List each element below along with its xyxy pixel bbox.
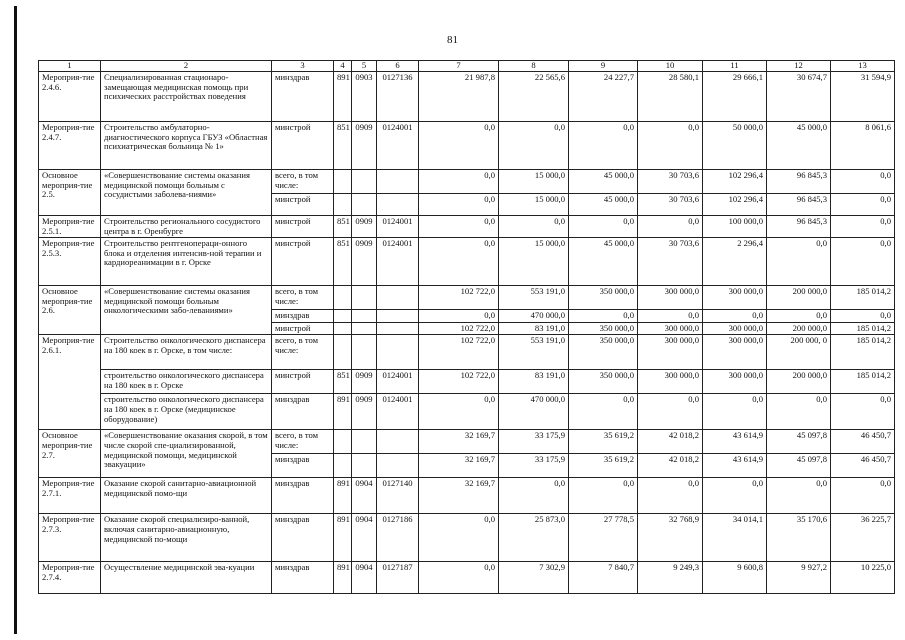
measure-description-cell: строительство онкологического диспансера на 180 коек в г. Орске <box>101 370 272 394</box>
value-cell: 35 170,6 <box>767 514 831 562</box>
measure-name-cell: Основное мероприя-тие 2.5. <box>39 170 101 216</box>
code-grbs-cell <box>334 430 352 454</box>
measure-description-cell: Строительство амбулаторно-диагностического корпуса ГБУЗ «Областная психиатрическая больница № 1» <box>101 122 272 170</box>
code-section-cell: 0909 <box>352 238 377 286</box>
code-target-cell <box>377 194 419 216</box>
code-target-cell <box>377 454 419 478</box>
col-header: 2 <box>101 61 272 72</box>
code-target-cell: 0124001 <box>377 238 419 286</box>
value-cell: 0,0 <box>569 394 638 430</box>
code-section-cell <box>352 310 377 323</box>
value-cell: 7 840,7 <box>569 562 638 594</box>
executor-cell: минздрав <box>272 454 334 478</box>
value-cell: 0,0 <box>831 170 895 194</box>
code-section-cell <box>352 322 377 335</box>
value-cell: 22 565,6 <box>499 72 569 122</box>
value-cell: 50 000,0 <box>703 122 767 170</box>
value-cell: 0,0 <box>419 514 499 562</box>
table-row <box>39 562 895 594</box>
value-cell: 33 175,9 <box>499 430 569 454</box>
col-header: 3 <box>272 61 334 72</box>
measure-name-cell: Мероприя-тие 2.6.1. <box>39 335 101 430</box>
value-cell: 45 000,0 <box>569 194 638 216</box>
executor-cell: минздрав <box>272 562 334 594</box>
value-cell: 300 000,0 <box>638 335 703 370</box>
value-cell: 96 845,3 <box>767 170 831 194</box>
code-section-cell <box>352 194 377 216</box>
value-cell: 300 000,0 <box>638 370 703 394</box>
table-row <box>39 478 895 514</box>
value-cell: 32 169,7 <box>419 478 499 514</box>
value-cell: 15 000,0 <box>499 238 569 286</box>
value-cell: 0,0 <box>831 478 895 514</box>
value-cell: 100 000,0 <box>703 216 767 238</box>
value-cell: 36 225,7 <box>831 514 895 562</box>
value-cell: 2 296,4 <box>703 238 767 286</box>
value-cell: 0,0 <box>569 478 638 514</box>
measure-description-cell: Строительство рентгенопераци-онного блока и отделения интенсив-ной терапии и кардиореанимации в г. Орске <box>101 238 272 286</box>
value-cell: 0,0 <box>703 310 767 323</box>
executor-cell: всего, в том числе: <box>272 335 334 370</box>
value-cell: 96 845,3 <box>767 194 831 216</box>
value-cell: 0,0 <box>638 394 703 430</box>
value-cell: 45 000,0 <box>569 238 638 286</box>
col-header: 13 <box>831 61 895 72</box>
value-cell: 470 000,0 <box>499 394 569 430</box>
value-cell: 102 722,0 <box>419 322 499 335</box>
measure-name-cell: Мероприя-тие 2.4.7. <box>39 122 101 170</box>
value-cell: 83 191,0 <box>499 322 569 335</box>
value-cell: 0,0 <box>638 122 703 170</box>
code-target-cell: 0127186 <box>377 514 419 562</box>
executor-cell: всего, в том числе: <box>272 170 334 194</box>
code-grbs-cell: 891 <box>334 562 352 594</box>
value-cell: 200 000,0 <box>767 286 831 310</box>
code-grbs-cell: 891 <box>334 514 352 562</box>
code-grbs-cell <box>334 286 352 310</box>
value-cell: 46 450,7 <box>831 454 895 478</box>
code-section-cell <box>352 286 377 310</box>
code-section-cell: 0904 <box>352 514 377 562</box>
col-header: 5 <box>352 61 377 72</box>
code-target-cell <box>377 310 419 323</box>
value-cell: 0,0 <box>638 216 703 238</box>
value-cell: 45 000,0 <box>767 122 831 170</box>
code-grbs-cell <box>334 322 352 335</box>
code-grbs-cell <box>334 170 352 194</box>
value-cell: 0,0 <box>419 194 499 216</box>
executor-cell: минздрав <box>272 514 334 562</box>
value-cell: 0,0 <box>831 238 895 286</box>
measure-name-cell: Мероприя-тие 2.5.1. <box>39 216 101 238</box>
table-row <box>39 216 895 238</box>
executor-cell: минстрой <box>272 322 334 335</box>
measure-description-cell: Строительство регионального сосудистого центра в г. Оренбурге <box>101 216 272 238</box>
value-cell: 0,0 <box>831 216 895 238</box>
value-cell: 9 600,8 <box>703 562 767 594</box>
value-cell: 0,0 <box>419 170 499 194</box>
value-cell: 0,0 <box>419 394 499 430</box>
value-cell: 10 225,0 <box>831 562 895 594</box>
executor-cell: минздрав <box>272 478 334 514</box>
value-cell: 0,0 <box>569 216 638 238</box>
value-cell: 553 191,0 <box>499 286 569 310</box>
code-section-cell: 0909 <box>352 122 377 170</box>
value-cell: 42 018,2 <box>638 454 703 478</box>
value-cell: 185 014,2 <box>831 335 895 370</box>
code-section-cell <box>352 335 377 370</box>
value-cell: 32 768,9 <box>638 514 703 562</box>
value-cell: 0,0 <box>767 310 831 323</box>
value-cell: 15 000,0 <box>499 194 569 216</box>
table-row <box>39 514 895 562</box>
col-header: 10 <box>638 61 703 72</box>
budget-table <box>38 60 895 594</box>
value-cell: 32 169,7 <box>419 454 499 478</box>
table-row <box>39 170 895 194</box>
col-header: 7 <box>419 61 499 72</box>
code-grbs-cell: 851 <box>334 238 352 286</box>
value-cell: 0,0 <box>419 238 499 286</box>
value-cell: 0,0 <box>499 478 569 514</box>
table-row <box>39 394 895 430</box>
code-section-cell <box>352 430 377 454</box>
executor-cell: минстрой <box>272 216 334 238</box>
code-target-cell <box>377 286 419 310</box>
value-cell: 0,0 <box>767 394 831 430</box>
value-cell: 28 580,1 <box>638 72 703 122</box>
measure-name-cell: Мероприя-тие 2.7.4. <box>39 562 101 594</box>
code-target-cell <box>377 170 419 194</box>
executor-cell: минздрав <box>272 72 334 122</box>
table-row <box>39 72 895 122</box>
executor-cell: минстрой <box>272 122 334 170</box>
code-section-cell: 0909 <box>352 216 377 238</box>
value-cell: 0,0 <box>767 478 831 514</box>
value-cell: 0,0 <box>703 478 767 514</box>
value-cell: 43 614,9 <box>703 454 767 478</box>
value-cell: 30 703,6 <box>638 194 703 216</box>
table-row <box>39 286 895 310</box>
value-cell: 45 097,8 <box>767 454 831 478</box>
value-cell: 102 296,4 <box>703 194 767 216</box>
measure-description-cell: Оказание скорой специализиро-ванной, включая санитарно-авиационную, медицинской по-мощи <box>101 514 272 562</box>
measure-name-cell: Мероприя-тие 2.4.6. <box>39 72 101 122</box>
value-cell: 102 722,0 <box>419 286 499 310</box>
executor-cell: минстрой <box>272 194 334 216</box>
value-cell: 0,0 <box>419 562 499 594</box>
value-cell: 30 674,7 <box>767 72 831 122</box>
executor-cell: всего, в том числе: <box>272 286 334 310</box>
code-target-cell <box>377 430 419 454</box>
value-cell: 8 061,6 <box>831 122 895 170</box>
code-grbs-cell <box>334 335 352 370</box>
value-cell: 185 014,2 <box>831 286 895 310</box>
table-row <box>39 238 895 286</box>
code-grbs-cell: 891 <box>334 72 352 122</box>
value-cell: 350 000,0 <box>569 370 638 394</box>
value-cell: 25 873,0 <box>499 514 569 562</box>
col-header: 9 <box>569 61 638 72</box>
value-cell: 9 249,3 <box>638 562 703 594</box>
code-section-cell: 0909 <box>352 394 377 430</box>
measure-description-cell: «Совершенствование системы оказания медицинской помощи больным онкологическими забо-леваниями» <box>101 286 272 335</box>
value-cell: 0,0 <box>569 122 638 170</box>
value-cell: 185 014,2 <box>831 322 895 335</box>
code-grbs-cell <box>334 194 352 216</box>
value-cell: 96 845,3 <box>767 216 831 238</box>
col-header: 6 <box>377 61 419 72</box>
value-cell: 24 227,7 <box>569 72 638 122</box>
col-header: 1 <box>39 61 101 72</box>
code-section-cell <box>352 170 377 194</box>
value-cell: 29 666,1 <box>703 72 767 122</box>
measure-description-cell: строительство онкологического диспансера на 180 коек в г. Орске (медицинское оборудование) <box>101 394 272 430</box>
table-row <box>39 430 895 454</box>
page-number: 81 <box>447 34 458 46</box>
value-cell: 0,0 <box>831 194 895 216</box>
code-target-cell: 0124001 <box>377 122 419 170</box>
executor-cell: минстрой <box>272 370 334 394</box>
measure-name-cell: Мероприя-тие 2.5.3. <box>39 238 101 286</box>
value-cell: 0,0 <box>638 310 703 323</box>
value-cell: 21 987,8 <box>419 72 499 122</box>
table-row <box>39 370 895 394</box>
value-cell: 470 000,0 <box>499 310 569 323</box>
value-cell: 30 703,6 <box>638 238 703 286</box>
code-grbs-cell: 851 <box>334 122 352 170</box>
code-section-cell: 0904 <box>352 478 377 514</box>
value-cell: 35 619,2 <box>569 454 638 478</box>
value-cell: 553 191,0 <box>499 335 569 370</box>
value-cell: 46 450,7 <box>831 430 895 454</box>
value-cell: 83 191,0 <box>499 370 569 394</box>
value-cell: 102 722,0 <box>419 370 499 394</box>
value-cell: 32 169,7 <box>419 430 499 454</box>
value-cell: 350 000,0 <box>569 335 638 370</box>
code-grbs-cell: 851 <box>334 370 352 394</box>
value-cell: 102 722,0 <box>419 335 499 370</box>
code-target-cell: 0127136 <box>377 72 419 122</box>
executor-cell: минстрой <box>272 238 334 286</box>
measure-name-cell: Основное мероприя-тие 2.6. <box>39 286 101 335</box>
value-cell: 33 175,9 <box>499 454 569 478</box>
col-header: 11 <box>703 61 767 72</box>
measure-description-cell: Оказание скорой санитарно-авиационной медицинской помо-щи <box>101 478 272 514</box>
table-row <box>39 122 895 170</box>
code-section-cell: 0904 <box>352 562 377 594</box>
value-cell: 0,0 <box>419 216 499 238</box>
measure-name-cell: Мероприя-тие 2.7.3. <box>39 514 101 562</box>
value-cell: 350 000,0 <box>569 286 638 310</box>
value-cell: 43 614,9 <box>703 430 767 454</box>
value-cell: 45 097,8 <box>767 430 831 454</box>
value-cell: 0,0 <box>499 122 569 170</box>
code-target-cell: 0124001 <box>377 394 419 430</box>
value-cell: 200 000, 0 <box>767 335 831 370</box>
value-cell: 30 703,6 <box>638 170 703 194</box>
executor-cell: минздрав <box>272 394 334 430</box>
col-header: 8 <box>499 61 569 72</box>
value-cell: 0,0 <box>831 310 895 323</box>
code-section-cell <box>352 454 377 478</box>
value-cell: 300 000,0 <box>703 286 767 310</box>
measure-description-cell: «Совершенствование оказания скорой, в том числе скорой спе-циализированной, медицинской помощи, медицинской эвакуации» <box>101 430 272 478</box>
binder-margin-line <box>14 6 17 634</box>
value-cell: 300 000,0 <box>703 335 767 370</box>
value-cell: 102 296,4 <box>703 170 767 194</box>
executor-cell: всего, в том числе: <box>272 430 334 454</box>
value-cell: 35 619,2 <box>569 430 638 454</box>
value-cell: 0,0 <box>419 122 499 170</box>
measure-name-cell: Основное мероприя-тие 2.7. <box>39 430 101 478</box>
value-cell: 7 302,9 <box>499 562 569 594</box>
value-cell: 9 927,2 <box>767 562 831 594</box>
code-target-cell: 0127187 <box>377 562 419 594</box>
code-grbs-cell: 851 <box>334 216 352 238</box>
value-cell: 0,0 <box>569 310 638 323</box>
code-section-cell: 0909 <box>352 370 377 394</box>
code-target-cell: 0124001 <box>377 216 419 238</box>
value-cell: 0,0 <box>703 394 767 430</box>
code-section-cell: 0903 <box>352 72 377 122</box>
value-cell: 300 000,0 <box>638 286 703 310</box>
value-cell: 0,0 <box>499 216 569 238</box>
code-grbs-cell <box>334 454 352 478</box>
measure-description-cell: Осуществление медицинской эва-куации <box>101 562 272 594</box>
value-cell: 0,0 <box>831 394 895 430</box>
value-cell: 42 018,2 <box>638 430 703 454</box>
value-cell: 350 000,0 <box>569 322 638 335</box>
col-header: 4 <box>334 61 352 72</box>
code-grbs-cell <box>334 310 352 323</box>
code-target-cell: 0124001 <box>377 370 419 394</box>
value-cell: 200 000,0 <box>767 322 831 335</box>
value-cell: 31 594,9 <box>831 72 895 122</box>
column-number-row <box>39 61 895 72</box>
value-cell: 15 000,0 <box>499 170 569 194</box>
measure-description-cell: Строительство онкологического диспансера на 180 коек в г. Орске, в том числе: <box>101 335 272 370</box>
code-grbs-cell: 891 <box>334 394 352 430</box>
code-grbs-cell: 891 <box>334 478 352 514</box>
value-cell: 27 778,5 <box>569 514 638 562</box>
measure-description-cell: «Совершенствование системы оказания медицинской помощи больным с сосудистыми заболева-ниями» <box>101 170 272 216</box>
value-cell: 300 000,0 <box>703 370 767 394</box>
executor-cell: минздрав <box>272 310 334 323</box>
value-cell: 300 000,0 <box>703 322 767 335</box>
measure-name-cell: Мероприя-тие 2.7.1. <box>39 478 101 514</box>
col-header: 12 <box>767 61 831 72</box>
value-cell: 185 014,2 <box>831 370 895 394</box>
code-target-cell <box>377 335 419 370</box>
table-row <box>39 335 895 370</box>
code-target-cell <box>377 322 419 335</box>
value-cell: 0,0 <box>638 478 703 514</box>
value-cell: 0,0 <box>419 310 499 323</box>
value-cell: 200 000,0 <box>767 370 831 394</box>
measure-description-cell: Специализированная стационаро-замещающая медицинская помощь при психических расстройствах поведения <box>101 72 272 122</box>
code-target-cell: 0127140 <box>377 478 419 514</box>
value-cell: 300 000,0 <box>638 322 703 335</box>
value-cell: 0,0 <box>767 238 831 286</box>
value-cell: 45 000,0 <box>569 170 638 194</box>
value-cell: 34 014,1 <box>703 514 767 562</box>
